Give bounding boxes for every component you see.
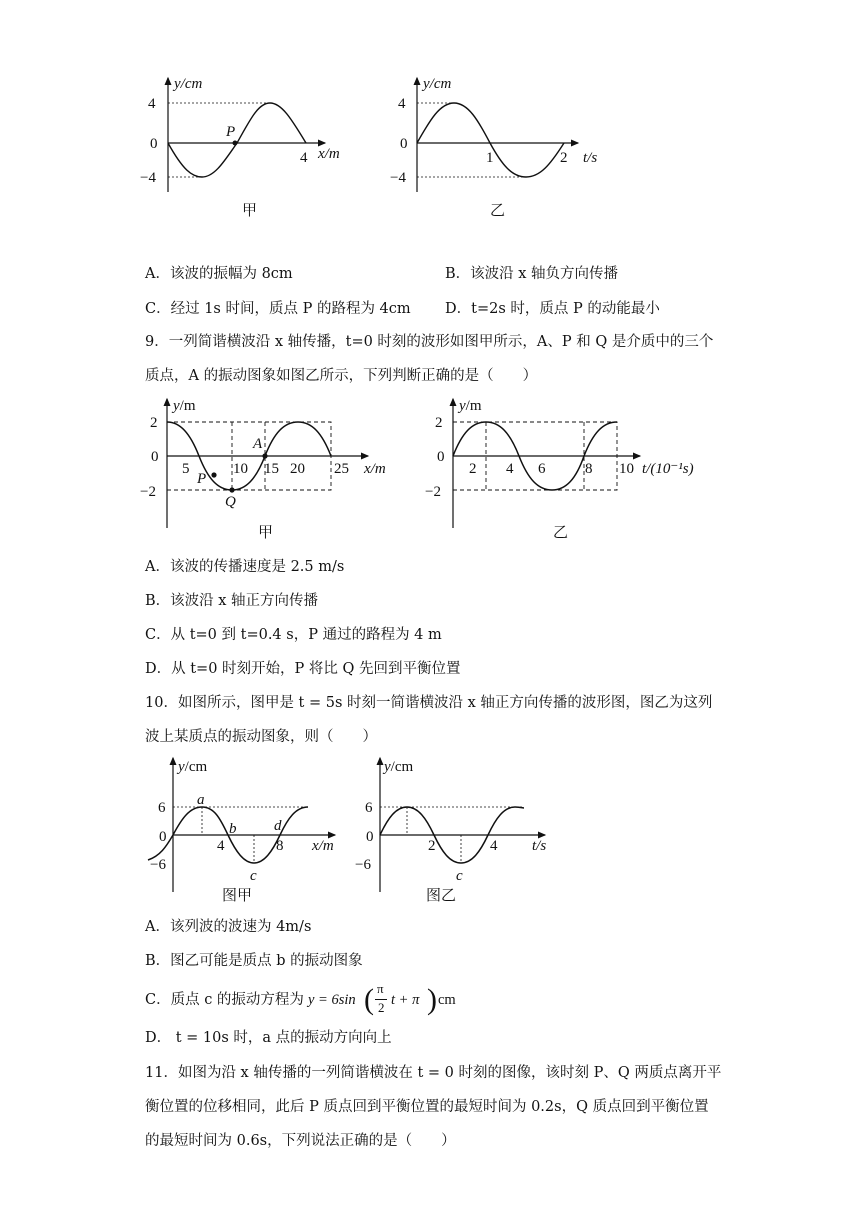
svg-text:a: a: [197, 792, 205, 808]
svg-text:c: c: [250, 868, 257, 884]
q9-figure-yi: [425, 393, 715, 548]
svg-text:甲: 甲: [242, 203, 258, 219]
q11-stem-line3: 的最短时间为 0.6s，下列说法正确的是（ ）: [145, 1133, 456, 1149]
svg-text:0: 0: [159, 829, 167, 845]
svg-text:y/cm: y/cm: [423, 76, 452, 92]
svg-text:25: 25: [334, 461, 349, 477]
q8-option-a[interactable]: A．该波的振幅为 8cm: [145, 266, 293, 282]
equation-left: y = 6sin: [308, 992, 356, 1008]
svg-text:6: 6: [158, 800, 166, 816]
svg-text:x/m: x/m: [364, 461, 386, 477]
svg-text:0: 0: [366, 829, 374, 845]
svg-text:t/s: t/s: [583, 150, 598, 166]
svg-text:8: 8: [276, 838, 284, 854]
svg-text:b: b: [229, 821, 237, 837]
q8-figure-yi: [390, 70, 620, 225]
svg-text:Q: Q: [225, 494, 236, 510]
svg-text:图乙: 图乙: [426, 888, 457, 904]
svg-text:−2: −2: [140, 484, 156, 500]
q10-stem-line1: 10．如图所示，图甲是 t = 5s 时刻一简谐横波沿 x 轴正方向传播的波形图，图乙为这列: [145, 695, 713, 711]
svg-text:t/(10⁻¹s): t/(10⁻¹s): [642, 461, 694, 477]
q10-option-c[interactable]: C．质点 c 的振动方程为 y = 6sin ( π 2 t + π ) cm: [145, 981, 456, 1016]
svg-text:4: 4: [217, 838, 225, 854]
q9-figure-jia: [140, 393, 410, 548]
q10-figure-yi: [350, 752, 560, 912]
q9-option-b[interactable]: B．该波沿 x 轴正方向传播: [145, 593, 319, 609]
q10-option-d[interactable]: D． t = 10s 时，a 点的振动方向向上: [145, 1030, 392, 1046]
svg-text:5: 5: [182, 461, 190, 477]
svg-text:2: 2: [150, 415, 158, 431]
svg-text:P: P: [197, 471, 207, 487]
svg-text:4: 4: [398, 96, 406, 112]
svg-text:0: 0: [151, 449, 159, 465]
q11-stem-line2: 衡位置的位移相同，此后 P 质点回到平衡位置的最短时间为 0.2s，Q 质点回到平衡位置: [145, 1099, 709, 1115]
svg-text:2: 2: [560, 150, 568, 166]
svg-text:x/m: x/m: [318, 146, 340, 162]
svg-text:x/m: x/m: [312, 838, 334, 854]
svg-text:乙: 乙: [490, 203, 506, 219]
svg-text:0: 0: [437, 449, 445, 465]
q10-stem-line2: 波上某质点的振动图象，则（ ）: [145, 729, 377, 745]
q11-stem-line1: 11．如图为沿 x 轴传播的一列简谐横波在 t = 0 时刻的图像，该时刻 P、Q 两质点离开平: [145, 1065, 722, 1081]
svg-text:2: 2: [469, 461, 477, 477]
q10-option-a[interactable]: A．该列波的波速为 4m/s: [145, 919, 312, 935]
svg-text:t/s: t/s: [532, 838, 547, 854]
svg-text:甲: 甲: [258, 525, 274, 541]
svg-text:乙: 乙: [553, 525, 569, 541]
q10-option-b[interactable]: B．图乙可能是质点 b 的振动图象: [145, 953, 363, 969]
svg-text:−4: −4: [390, 170, 406, 186]
svg-text:1: 1: [486, 150, 494, 166]
q10-option-c-prefix: C．质点 c 的振动方程为: [145, 992, 304, 1008]
q10-figure-jia: [140, 752, 350, 912]
svg-text:4: 4: [300, 150, 308, 166]
svg-text:0: 0: [400, 136, 408, 152]
svg-text:d: d: [274, 818, 282, 834]
svg-text:c: c: [456, 868, 463, 884]
svg-text:4: 4: [148, 96, 156, 112]
q9-option-c[interactable]: C．从 t=0 到 t=0.4 s，P 通过的路程为 4 m: [145, 627, 442, 643]
svg-text:6: 6: [538, 461, 546, 477]
svg-text:0: 0: [150, 136, 158, 152]
q9-stem-line2: 质点，A 的振动图象如图乙所示，下列判断正确的是（ ）: [145, 368, 538, 384]
svg-text:图甲: 图甲: [222, 888, 253, 904]
q8-option-d[interactable]: D．t=2s 时，质点 P 的动能最小: [445, 301, 660, 317]
q9-option-d[interactable]: D．从 t=0 时刻开始，P 将比 Q 先回到平衡位置: [145, 661, 461, 677]
svg-text:−6: −6: [150, 857, 166, 873]
fraction-numerator: π: [377, 981, 384, 996]
q8-option-c[interactable]: C．经过 1s 时间，质点 P 的路程为 4cm: [145, 301, 411, 317]
svg-text:−2: −2: [425, 484, 441, 500]
svg-text:2: 2: [428, 838, 436, 854]
svg-text:P: P: [226, 124, 236, 140]
fraction-denominator: 2: [378, 1000, 385, 1015]
equation-unit: cm: [438, 992, 456, 1008]
svg-text:20: 20: [290, 461, 305, 477]
equation-right: t + π: [391, 992, 420, 1008]
svg-text:A: A: [253, 436, 263, 452]
svg-text:4: 4: [506, 461, 514, 477]
svg-text:y/cm: y/cm: [384, 759, 414, 775]
svg-text:4: 4: [490, 838, 498, 854]
svg-text:−6: −6: [355, 857, 371, 873]
svg-text:10: 10: [233, 461, 248, 477]
svg-text:y/cm: y/cm: [174, 76, 203, 92]
svg-text:8: 8: [585, 461, 593, 477]
svg-text:6: 6: [365, 800, 373, 816]
wave-curve: [168, 103, 306, 177]
svg-text:10: 10: [619, 461, 634, 477]
q8-figure-jia: [140, 70, 370, 225]
q8-option-b[interactable]: B．该波沿 x 轴负方向传播: [445, 266, 619, 282]
svg-text:2: 2: [435, 415, 443, 431]
svg-text:−4: −4: [140, 170, 156, 186]
svg-text:y/m: y/m: [459, 398, 482, 414]
q9-stem-line1: 9．一列简谐横波沿 x 轴传播，t=0 时刻的波形如图甲所示，A、P 和 Q 是介质中的三个: [145, 334, 714, 350]
point-p-marker: [233, 141, 238, 146]
svg-text:y/m: y/m: [173, 398, 196, 414]
svg-text:15: 15: [264, 461, 279, 477]
svg-text:y/cm: y/cm: [178, 759, 208, 775]
q9-option-a[interactable]: A．该波的传播速度是 2.5 m/s: [145, 559, 345, 575]
